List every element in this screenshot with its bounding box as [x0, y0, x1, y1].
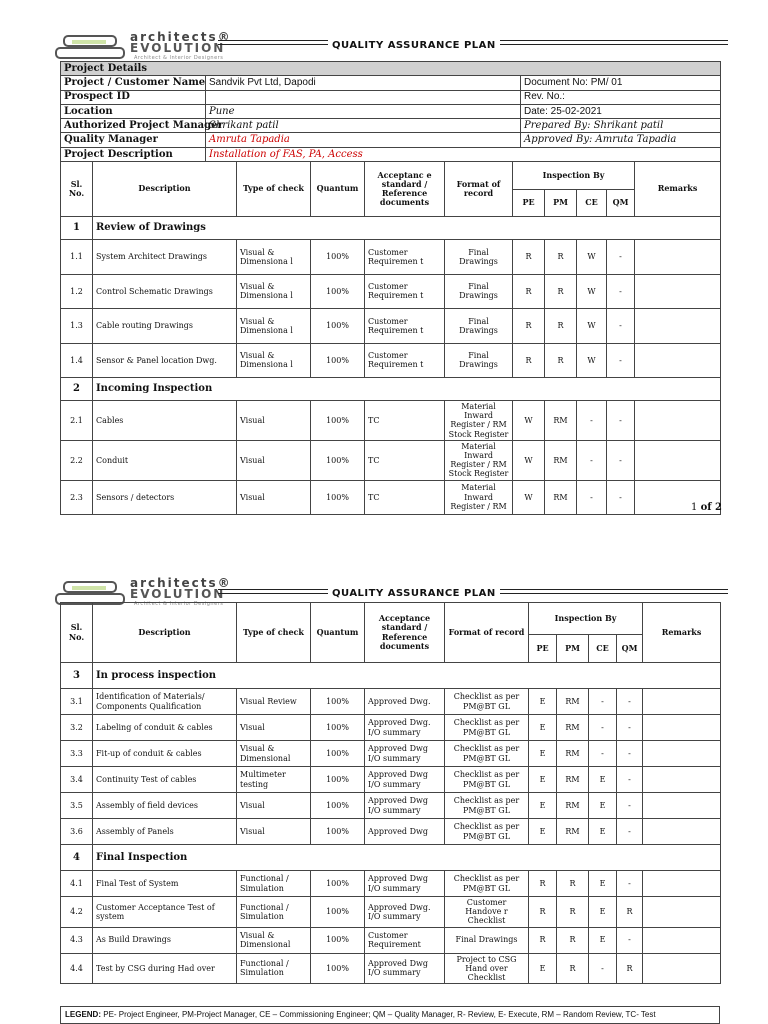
prospect-label: Prospect ID	[61, 90, 206, 104]
row-pm: RM	[557, 689, 589, 715]
row-type: Visual	[237, 819, 311, 845]
table-row	[61, 819, 721, 845]
row-format: Checklist as per PM@BT GL	[445, 819, 529, 845]
row-description: Assembly of Panels	[93, 819, 237, 845]
row-format: Final Drawings	[445, 240, 513, 275]
col-pm: PM	[557, 635, 589, 663]
row-quantum: 100%	[311, 240, 365, 275]
row-ce: W	[577, 309, 607, 344]
row-pe: R	[529, 927, 557, 953]
row-standard: Approved Dwg I/O summary	[365, 741, 445, 767]
col-ce: CE	[577, 190, 607, 217]
row-remarks	[635, 274, 721, 309]
row-standard: Customer Requirement	[365, 927, 445, 953]
row-description: Final Test of System	[93, 871, 237, 897]
table-row	[61, 715, 721, 741]
col-type: Type of check	[237, 162, 311, 217]
col-inspection-by: Inspection By	[513, 162, 635, 190]
row-pm: RM	[545, 401, 577, 441]
row-qm: -	[607, 240, 635, 275]
document-no: Document No: PM/ 01	[521, 76, 721, 90]
row-pm: R	[545, 274, 577, 309]
row-qm: -	[607, 309, 635, 344]
apm-value: Shrikant patil	[206, 119, 521, 133]
row-sl: 1.2	[61, 274, 93, 309]
row-qm: -	[617, 767, 643, 793]
row-ce: W	[577, 240, 607, 275]
row-standard: Customer Requiremen t	[365, 309, 445, 344]
section-number: 1	[61, 217, 93, 240]
row-sl: 3.4	[61, 767, 93, 793]
row-format: Checklist as per PM@BT GL	[445, 741, 529, 767]
row-sl: 3.1	[61, 689, 93, 715]
row-format: Checklist as per PM@BT GL	[445, 793, 529, 819]
section-title: In process inspection	[93, 663, 721, 689]
row-ce: E	[589, 927, 617, 953]
row-sl: 3.6	[61, 819, 93, 845]
row-qm: -	[617, 871, 643, 897]
row-sl: 1.1	[61, 240, 93, 275]
row-pm: RM	[545, 480, 577, 515]
row-standard: Approved Dwg. I/O summary	[365, 897, 445, 928]
row-description: Assembly of field devices	[93, 793, 237, 819]
legend-label: LEGEND:	[65, 1010, 101, 1019]
row-pe: R	[513, 343, 545, 378]
row-pm: RM	[557, 767, 589, 793]
row-sl: 1.3	[61, 309, 93, 344]
rev-no: Rev. No.:	[521, 90, 721, 104]
row-qm: -	[617, 819, 643, 845]
col-format: Format of record	[445, 162, 513, 217]
col-remarks: Remarks	[635, 162, 721, 217]
row-sl: 1.4	[61, 343, 93, 378]
row-description: Conduit	[93, 440, 237, 480]
row-quantum: 100%	[311, 793, 365, 819]
row-format: Material Inward Register / RM Stock Register	[445, 440, 513, 480]
brand-tagline: Architect & Interior Designers	[134, 55, 224, 61]
row-format: Checklist as per PM@BT GL	[445, 689, 529, 715]
row-pm: RM	[557, 793, 589, 819]
col-acceptance: Acceptanc e standard / Reference documents	[365, 162, 445, 217]
row-ce: -	[589, 715, 617, 741]
document-title: QUALITY ASSURANCE PLAN	[328, 40, 500, 51]
brand-name-bottom: EVOLUTION	[130, 41, 226, 55]
row-standard: Approved Dwg	[365, 819, 445, 845]
row-format: Final Drawings	[445, 274, 513, 309]
row-pe: E	[529, 715, 557, 741]
row-sl: 2.3	[61, 480, 93, 515]
row-sl: 3.2	[61, 715, 93, 741]
row-pm: RM	[557, 741, 589, 767]
row-remarks	[635, 343, 721, 378]
document-title-page-2: QUALITY ASSURANCE PLAN	[328, 588, 500, 599]
row-qm: R	[617, 953, 643, 984]
page-current: 1	[691, 502, 698, 513]
row-standard: Approved Dwg. I/O summary	[365, 715, 445, 741]
approved-by: Approved By: Amruta Tapadia	[521, 133, 721, 147]
row-pe: E	[529, 819, 557, 845]
row-pm: RM	[545, 440, 577, 480]
row-qm: -	[617, 741, 643, 767]
section-row	[61, 663, 721, 689]
row-description: Sensors / detectors	[93, 480, 237, 515]
table-row	[61, 480, 721, 515]
row-type: Visual	[237, 440, 311, 480]
col-qm: QM	[607, 190, 635, 217]
row-remarks	[635, 440, 721, 480]
col-ce: CE	[589, 635, 617, 663]
row-pm: R	[557, 897, 589, 928]
col-quantum: Quantum	[311, 162, 365, 217]
row-description: Control Schematic Drawings	[93, 274, 237, 309]
row-quantum: 100%	[311, 401, 365, 441]
table-row	[61, 897, 721, 928]
table-row	[61, 871, 721, 897]
row-remarks	[643, 897, 721, 928]
row-remarks	[643, 819, 721, 845]
row-standard: TC	[365, 401, 445, 441]
row-standard: Approved Dwg I/O summary	[365, 871, 445, 897]
row-remarks	[635, 240, 721, 275]
row-sl: 4.2	[61, 897, 93, 928]
row-sl: 3.3	[61, 741, 93, 767]
row-qm: R	[617, 897, 643, 928]
row-qm: -	[607, 480, 635, 515]
row-description: Cable routing Drawings	[93, 309, 237, 344]
customer-value: Sandvik Pvt Ltd, Dapodi	[206, 76, 521, 90]
row-sl: 4.3	[61, 927, 93, 953]
row-remarks	[643, 793, 721, 819]
table-row	[61, 689, 721, 715]
qap-table-page-1	[60, 161, 721, 515]
row-quantum: 100%	[311, 689, 365, 715]
row-type: Visual & Dimensiona l	[237, 274, 311, 309]
table-row	[61, 953, 721, 984]
col-pe: PE	[513, 190, 545, 217]
row-format: Project to CSG Hand over Checklist	[445, 953, 529, 984]
row-format: Material Inward Register / RM	[445, 480, 513, 515]
col-remarks: Remarks	[643, 603, 721, 663]
row-qm: -	[607, 401, 635, 441]
row-qm: -	[607, 440, 635, 480]
row-description: Test by CSG during Had over	[93, 953, 237, 984]
row-format: Final Drawings	[445, 927, 529, 953]
row-quantum: 100%	[311, 871, 365, 897]
row-type: Visual & Dimensiona l	[237, 240, 311, 275]
col-pm: PM	[545, 190, 577, 217]
row-pe: R	[513, 309, 545, 344]
apm-label: Authorized Project Manager	[61, 119, 206, 133]
row-type: Visual	[237, 480, 311, 515]
row-description: Labeling of conduit & cables	[93, 715, 237, 741]
row-pe: W	[513, 480, 545, 515]
brand-name-top: architects®	[130, 576, 232, 590]
description-label: Project Description	[61, 147, 206, 161]
col-description: Description	[93, 162, 237, 217]
col-acceptance: Acceptance standard / Reference documents	[365, 603, 445, 663]
col-quantum: Quantum	[311, 603, 365, 663]
row-type: Functional / Simulation	[237, 871, 311, 897]
brand-name-bottom: EVOLUTION	[130, 587, 226, 601]
description-value: Installation of FAS, PA, Access	[206, 147, 721, 161]
row-ce: E	[589, 897, 617, 928]
row-ce: -	[577, 440, 607, 480]
col-type: Type of check	[237, 603, 311, 663]
row-pe: E	[529, 767, 557, 793]
row-pm: R	[545, 309, 577, 344]
row-pm: R	[545, 343, 577, 378]
section-number: 2	[61, 378, 93, 401]
section-title: Review of Drawings	[93, 217, 721, 240]
row-qm: -	[617, 689, 643, 715]
row-standard: Customer Requiremen t	[365, 274, 445, 309]
row-pm: RM	[557, 819, 589, 845]
brand-tagline: Architect & Interior Designers	[134, 601, 224, 607]
row-description: Fit-up of conduit & cables	[93, 741, 237, 767]
row-pm: RM	[557, 715, 589, 741]
row-remarks	[635, 309, 721, 344]
row-description: Identification of Materials/ Components Qualification	[93, 689, 237, 715]
col-inspection-by: Inspection By	[529, 603, 643, 635]
row-ce: E	[589, 793, 617, 819]
row-type: Visual	[237, 715, 311, 741]
row-format: Checklist as per PM@BT GL	[445, 715, 529, 741]
legend-text: PE- Project Engineer, PM-Project Manager, CE – Commissioning Engineer; QM – Quality Manager, R- Review, E- Execute, RM – Random Review, TC- Test	[103, 1010, 656, 1019]
row-pe: E	[529, 741, 557, 767]
col-sl: Sl. No.	[61, 162, 93, 217]
row-quantum: 100%	[311, 480, 365, 515]
row-remarks	[643, 741, 721, 767]
row-description: System Architect Drawings	[93, 240, 237, 275]
table-row	[61, 309, 721, 344]
table-row	[61, 927, 721, 953]
row-qm: -	[607, 343, 635, 378]
row-quantum: 100%	[311, 309, 365, 344]
row-description: Sensor & Panel location Dwg.	[93, 343, 237, 378]
brand-name-top: architects®	[130, 30, 232, 44]
row-remarks	[635, 401, 721, 441]
row-ce: -	[589, 689, 617, 715]
row-ce: E	[589, 871, 617, 897]
table-row	[61, 793, 721, 819]
row-sl: 3.5	[61, 793, 93, 819]
table-row	[61, 274, 721, 309]
table-row	[61, 767, 721, 793]
row-standard: Approved Dwg I/O summary	[365, 953, 445, 984]
row-pe: W	[513, 401, 545, 441]
row-type: Visual Review	[237, 689, 311, 715]
row-ce: W	[577, 343, 607, 378]
section-number: 3	[61, 663, 93, 689]
qap-table-page-2	[60, 602, 721, 984]
row-standard: Approved Dwg I/O summary	[365, 767, 445, 793]
row-format: Checklist as per PM@BT GL	[445, 871, 529, 897]
project-details-header: Project Details	[61, 62, 721, 76]
row-quantum: 100%	[311, 343, 365, 378]
row-quantum: 100%	[311, 767, 365, 793]
row-quantum: 100%	[311, 741, 365, 767]
qap-body-page-2	[61, 663, 721, 984]
row-quantum: 100%	[311, 715, 365, 741]
row-pe: E	[529, 953, 557, 984]
row-remarks	[643, 927, 721, 953]
row-description: Customer Acceptance Test of system	[93, 897, 237, 928]
customer-label: Project / Customer Name	[61, 76, 206, 90]
row-quantum: 100%	[311, 440, 365, 480]
row-format: Final Drawings	[445, 343, 513, 378]
row-pe: E	[529, 689, 557, 715]
row-standard: Customer Requiremen t	[365, 343, 445, 378]
section-number: 4	[61, 845, 93, 871]
row-quantum: 100%	[311, 819, 365, 845]
row-pe: R	[513, 274, 545, 309]
section-row	[61, 217, 721, 240]
row-quantum: 100%	[311, 927, 365, 953]
document-date: Date: 25-02-2021	[521, 104, 721, 118]
page-total: of 2	[700, 502, 722, 513]
row-pm: R	[557, 927, 589, 953]
row-pe: R	[529, 871, 557, 897]
row-ce: W	[577, 274, 607, 309]
row-remarks	[643, 689, 721, 715]
table-row	[61, 401, 721, 441]
row-type: Functional / Simulation	[237, 897, 311, 928]
row-sl: 4.4	[61, 953, 93, 984]
legend	[60, 1006, 720, 1024]
row-type: Visual & Dimensiona l	[237, 343, 311, 378]
row-quantum: 100%	[311, 897, 365, 928]
row-sl: 2.2	[61, 440, 93, 480]
row-remarks	[643, 767, 721, 793]
table-row	[61, 240, 721, 275]
row-format: Final Drawings	[445, 309, 513, 344]
section-row	[61, 378, 721, 401]
row-standard: Approved Dwg.	[365, 689, 445, 715]
location-value: Pune	[206, 104, 521, 118]
row-type: Visual	[237, 401, 311, 441]
qm-label: Quality Manager	[61, 133, 206, 147]
row-sl: 2.1	[61, 401, 93, 441]
row-quantum: 100%	[311, 953, 365, 984]
row-ce: -	[589, 953, 617, 984]
table-row	[61, 741, 721, 767]
row-standard: Customer Requiremen t	[365, 240, 445, 275]
page-number	[691, 502, 722, 513]
location-label: Location	[61, 104, 206, 118]
row-pm: R	[557, 953, 589, 984]
qap-body-page-1	[61, 217, 721, 515]
section-row	[61, 845, 721, 871]
qm-value: Amruta Tapadia	[206, 133, 521, 147]
row-ce: E	[589, 819, 617, 845]
row-pe: E	[529, 793, 557, 819]
row-ce: -	[577, 480, 607, 515]
row-qm: -	[617, 927, 643, 953]
prepared-by: Prepared By: Shrikant patil	[521, 119, 721, 133]
row-standard: Approved Dwg I/O summary	[365, 793, 445, 819]
row-qm: -	[607, 274, 635, 309]
row-type: Visual & Dimensional	[237, 741, 311, 767]
col-pe: PE	[529, 635, 557, 663]
row-pm: R	[557, 871, 589, 897]
row-pe: R	[513, 240, 545, 275]
row-format: Material Inward Register / RM Stock Register	[445, 401, 513, 441]
row-ce: -	[589, 741, 617, 767]
row-type: Visual	[237, 793, 311, 819]
row-standard: TC	[365, 440, 445, 480]
row-description: Cables	[93, 401, 237, 441]
col-sl: Sl. No.	[61, 603, 93, 663]
table-row	[61, 440, 721, 480]
row-type: Visual & Dimensional	[237, 927, 311, 953]
row-qm: -	[617, 793, 643, 819]
row-type: Multimeter testing	[237, 767, 311, 793]
row-ce: E	[589, 767, 617, 793]
col-qm: QM	[617, 635, 643, 663]
section-title: Final Inspection	[93, 845, 721, 871]
section-title: Incoming Inspection	[93, 378, 721, 401]
row-ce: -	[577, 401, 607, 441]
row-description: As Build Drawings	[93, 927, 237, 953]
row-type: Visual & Dimensiona l	[237, 309, 311, 344]
row-remarks	[643, 953, 721, 984]
col-format: Format of record	[445, 603, 529, 663]
table-row	[61, 343, 721, 378]
row-format: Customer Handove r Checklist	[445, 897, 529, 928]
row-sl: 4.1	[61, 871, 93, 897]
row-remarks	[643, 871, 721, 897]
row-standard: TC	[365, 480, 445, 515]
row-pe: R	[529, 897, 557, 928]
row-pe: W	[513, 440, 545, 480]
row-description: Continuity Test of cables	[93, 767, 237, 793]
row-format: Checklist as per PM@BT GL	[445, 767, 529, 793]
col-description: Description	[93, 603, 237, 663]
row-remarks	[643, 715, 721, 741]
row-quantum: 100%	[311, 274, 365, 309]
row-pm: R	[545, 240, 577, 275]
row-type: Functional / Simulation	[237, 953, 311, 984]
row-qm: -	[617, 715, 643, 741]
